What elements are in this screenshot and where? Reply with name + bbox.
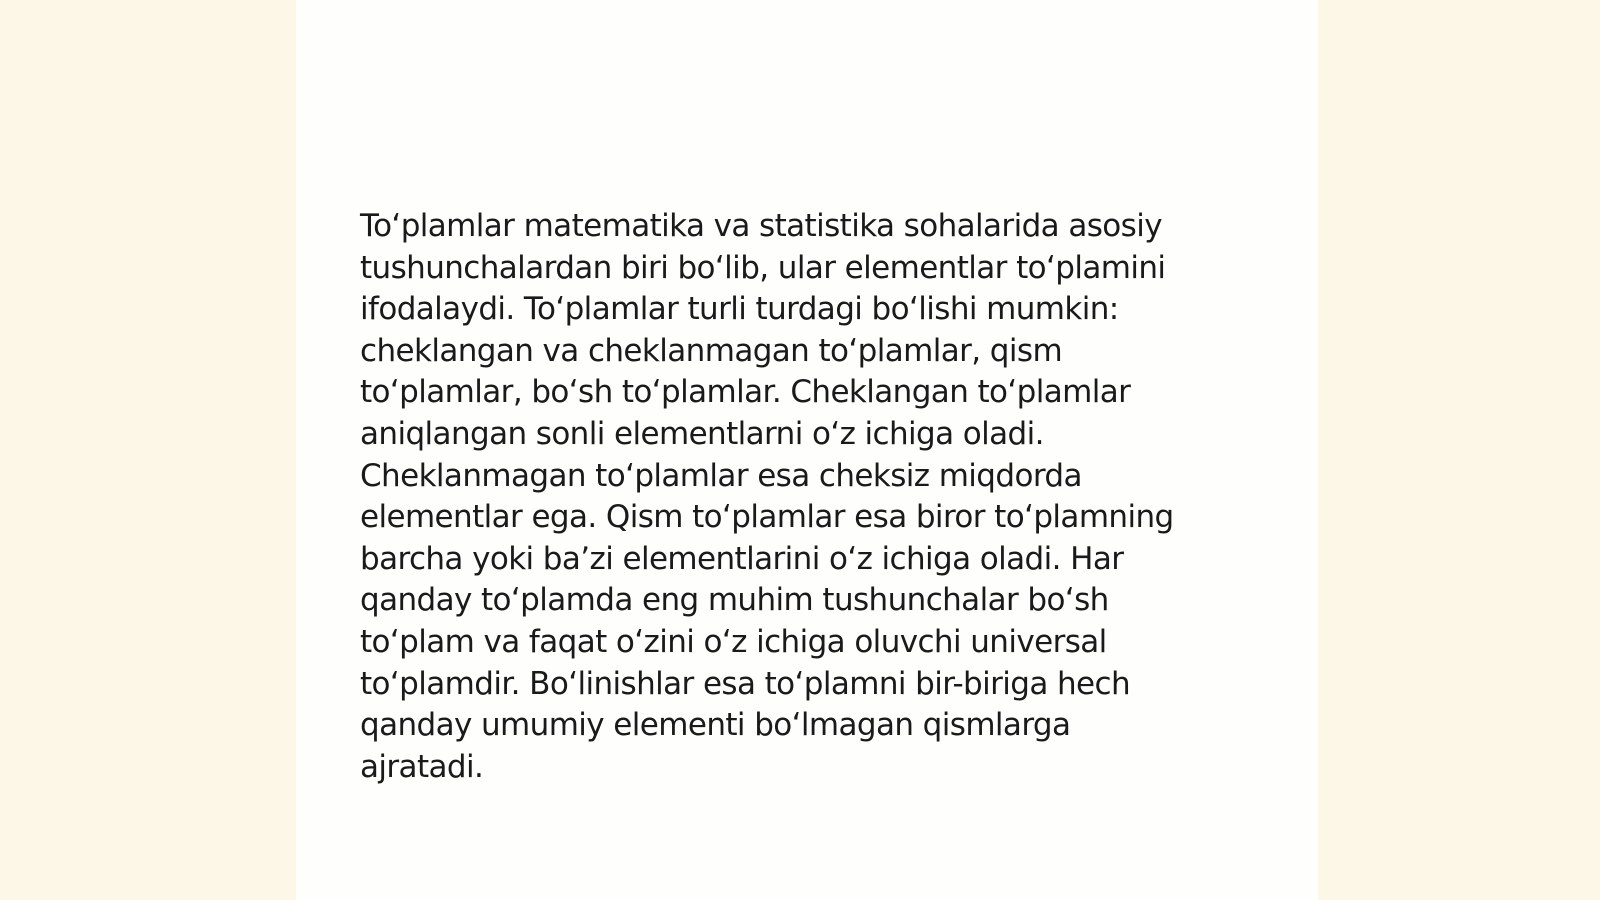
body-text-line: cheklangan va cheklanmagan to‘plamlar, qism	[360, 332, 1063, 369]
body-text-line: to‘plam va faqat o‘zini o‘z ichiga oluvchi universal	[360, 623, 1107, 660]
body-text-line: tushunchalardan biri bo‘lib, ular elementlar to‘plamini	[360, 249, 1166, 286]
body-text-line: qanday to‘plamda eng muhim tushunchalar bo‘sh	[360, 582, 1109, 619]
slide-body-text	[360, 206, 1260, 788]
body-text-line: to‘plamlar, bo‘sh to‘plamlar. Cheklangan to‘plamlar	[360, 374, 1131, 411]
body-text-line: elementlar ega. Qism to‘plamlar esa biror to‘plamning	[360, 499, 1174, 536]
body-text-line: To‘plamlar matematika va statistika sohalarida asosiy	[360, 208, 1162, 244]
body-text-line: qanday umumiy elementi bo‘lmagan qismlarga	[360, 707, 1071, 744]
body-text-line: to‘plamdir. Bo‘linishlar esa to‘plamni bir-biriga hech	[360, 665, 1131, 702]
body-text-line: aniqlangan sonli elementlarni o‘z ichiga oladi.	[360, 415, 1044, 452]
body-text-line: ifodalaydi. To‘plamlar turli turdagi bo‘lishi mumkin:	[360, 291, 1119, 328]
body-text-line: Cheklanmagan to‘plamlar esa cheksiz miqdorda	[360, 457, 1082, 494]
body-text-line: ajratadi.	[360, 748, 484, 785]
body-text-line: barcha yoki ba’zi elementlarini o‘z ichiga oladi. Har	[360, 540, 1124, 577]
